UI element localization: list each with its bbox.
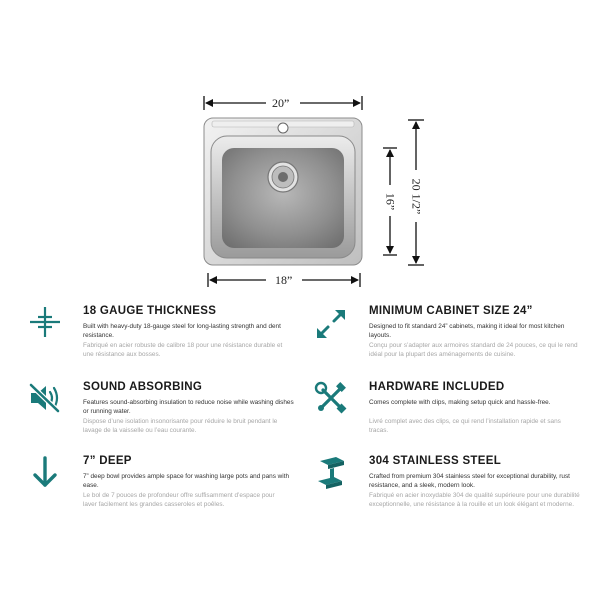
feature-title: SOUND ABSORBING [83, 381, 203, 393]
down-arrow-icon [28, 455, 62, 489]
feature-title: 18 GAUGE THICKNESS [83, 305, 217, 317]
feature-description-fr: Le bol de 7 pouces de profondeur offre suffisamment d’espace pour laver facilement les grandes casseroles et poêles. [83, 492, 275, 509]
bottom-width-label: 18” [275, 273, 293, 287]
feature-description-fr: Dispose d’une isolation insonorisante pour réduire le bruit pendant le lavage de la vaisselle ou l’eau courante. [83, 418, 278, 435]
feature-title: 7” DEEP [83, 455, 132, 467]
steel-beam-icon [314, 455, 348, 489]
faucet-hole [278, 123, 288, 133]
feature-title: HARDWARE INCLUDED [369, 381, 505, 393]
tools-icon [314, 381, 348, 415]
feature-description-fr: Conçu pour s’adapter aux armoires standard de 24 pouces, ce qui le rend idéal pour la plupart des aménagements de cuisine. [369, 342, 578, 359]
feature-description-fr: Livré complet avec des clips, ce qui rend l’installation rapide et sans tracas. [369, 418, 561, 435]
mute-speaker-icon [28, 381, 62, 415]
feature-description-en: Comes complete with clips, making setup quick and hassle-free. [369, 399, 551, 406]
bowl-depth-label: 16” [383, 192, 398, 211]
feature-description-en: Crafted from premium 304 stainless steel for exceptional durability, rust resistance, and a sleek, modern look. [369, 473, 570, 490]
feature-title: 304 STAINLESS STEEL [369, 455, 502, 467]
feature-description-en: 7” deep bowl provides ample space for washing large pots and pans with ease. [83, 473, 290, 490]
feature-description-en: Built with heavy-duty 18-gauge steel for long-lasting strength and dent resistance. [83, 323, 281, 340]
top-width-label: 20” [272, 96, 290, 110]
feature-title: MINIMUM CABINET SIZE 24” [369, 305, 533, 317]
feature-description-fr: Fabriqué en acier robuste de calibre 18 pour une résistance durable et une résistance aux bosses. [83, 342, 283, 359]
feature-description-en: Features sound-absorbing insulation to reduce noise while washing dishes or running water. [83, 399, 294, 416]
expand-arrows-icon [314, 307, 348, 341]
feature-description-en: Designed to fit standard 24” cabinets, making it ideal for most kitchen layouts. [369, 323, 565, 340]
right-height-label: 20 1/2” [409, 178, 424, 215]
crosshair-icon [28, 305, 62, 339]
feature-description-fr: Fabriqué en acier inoxydable 304 de qualité supérieure pour une durabilité exceptionnelle, une résistance à la rouille et un look élégant et moderne. [369, 492, 580, 509]
